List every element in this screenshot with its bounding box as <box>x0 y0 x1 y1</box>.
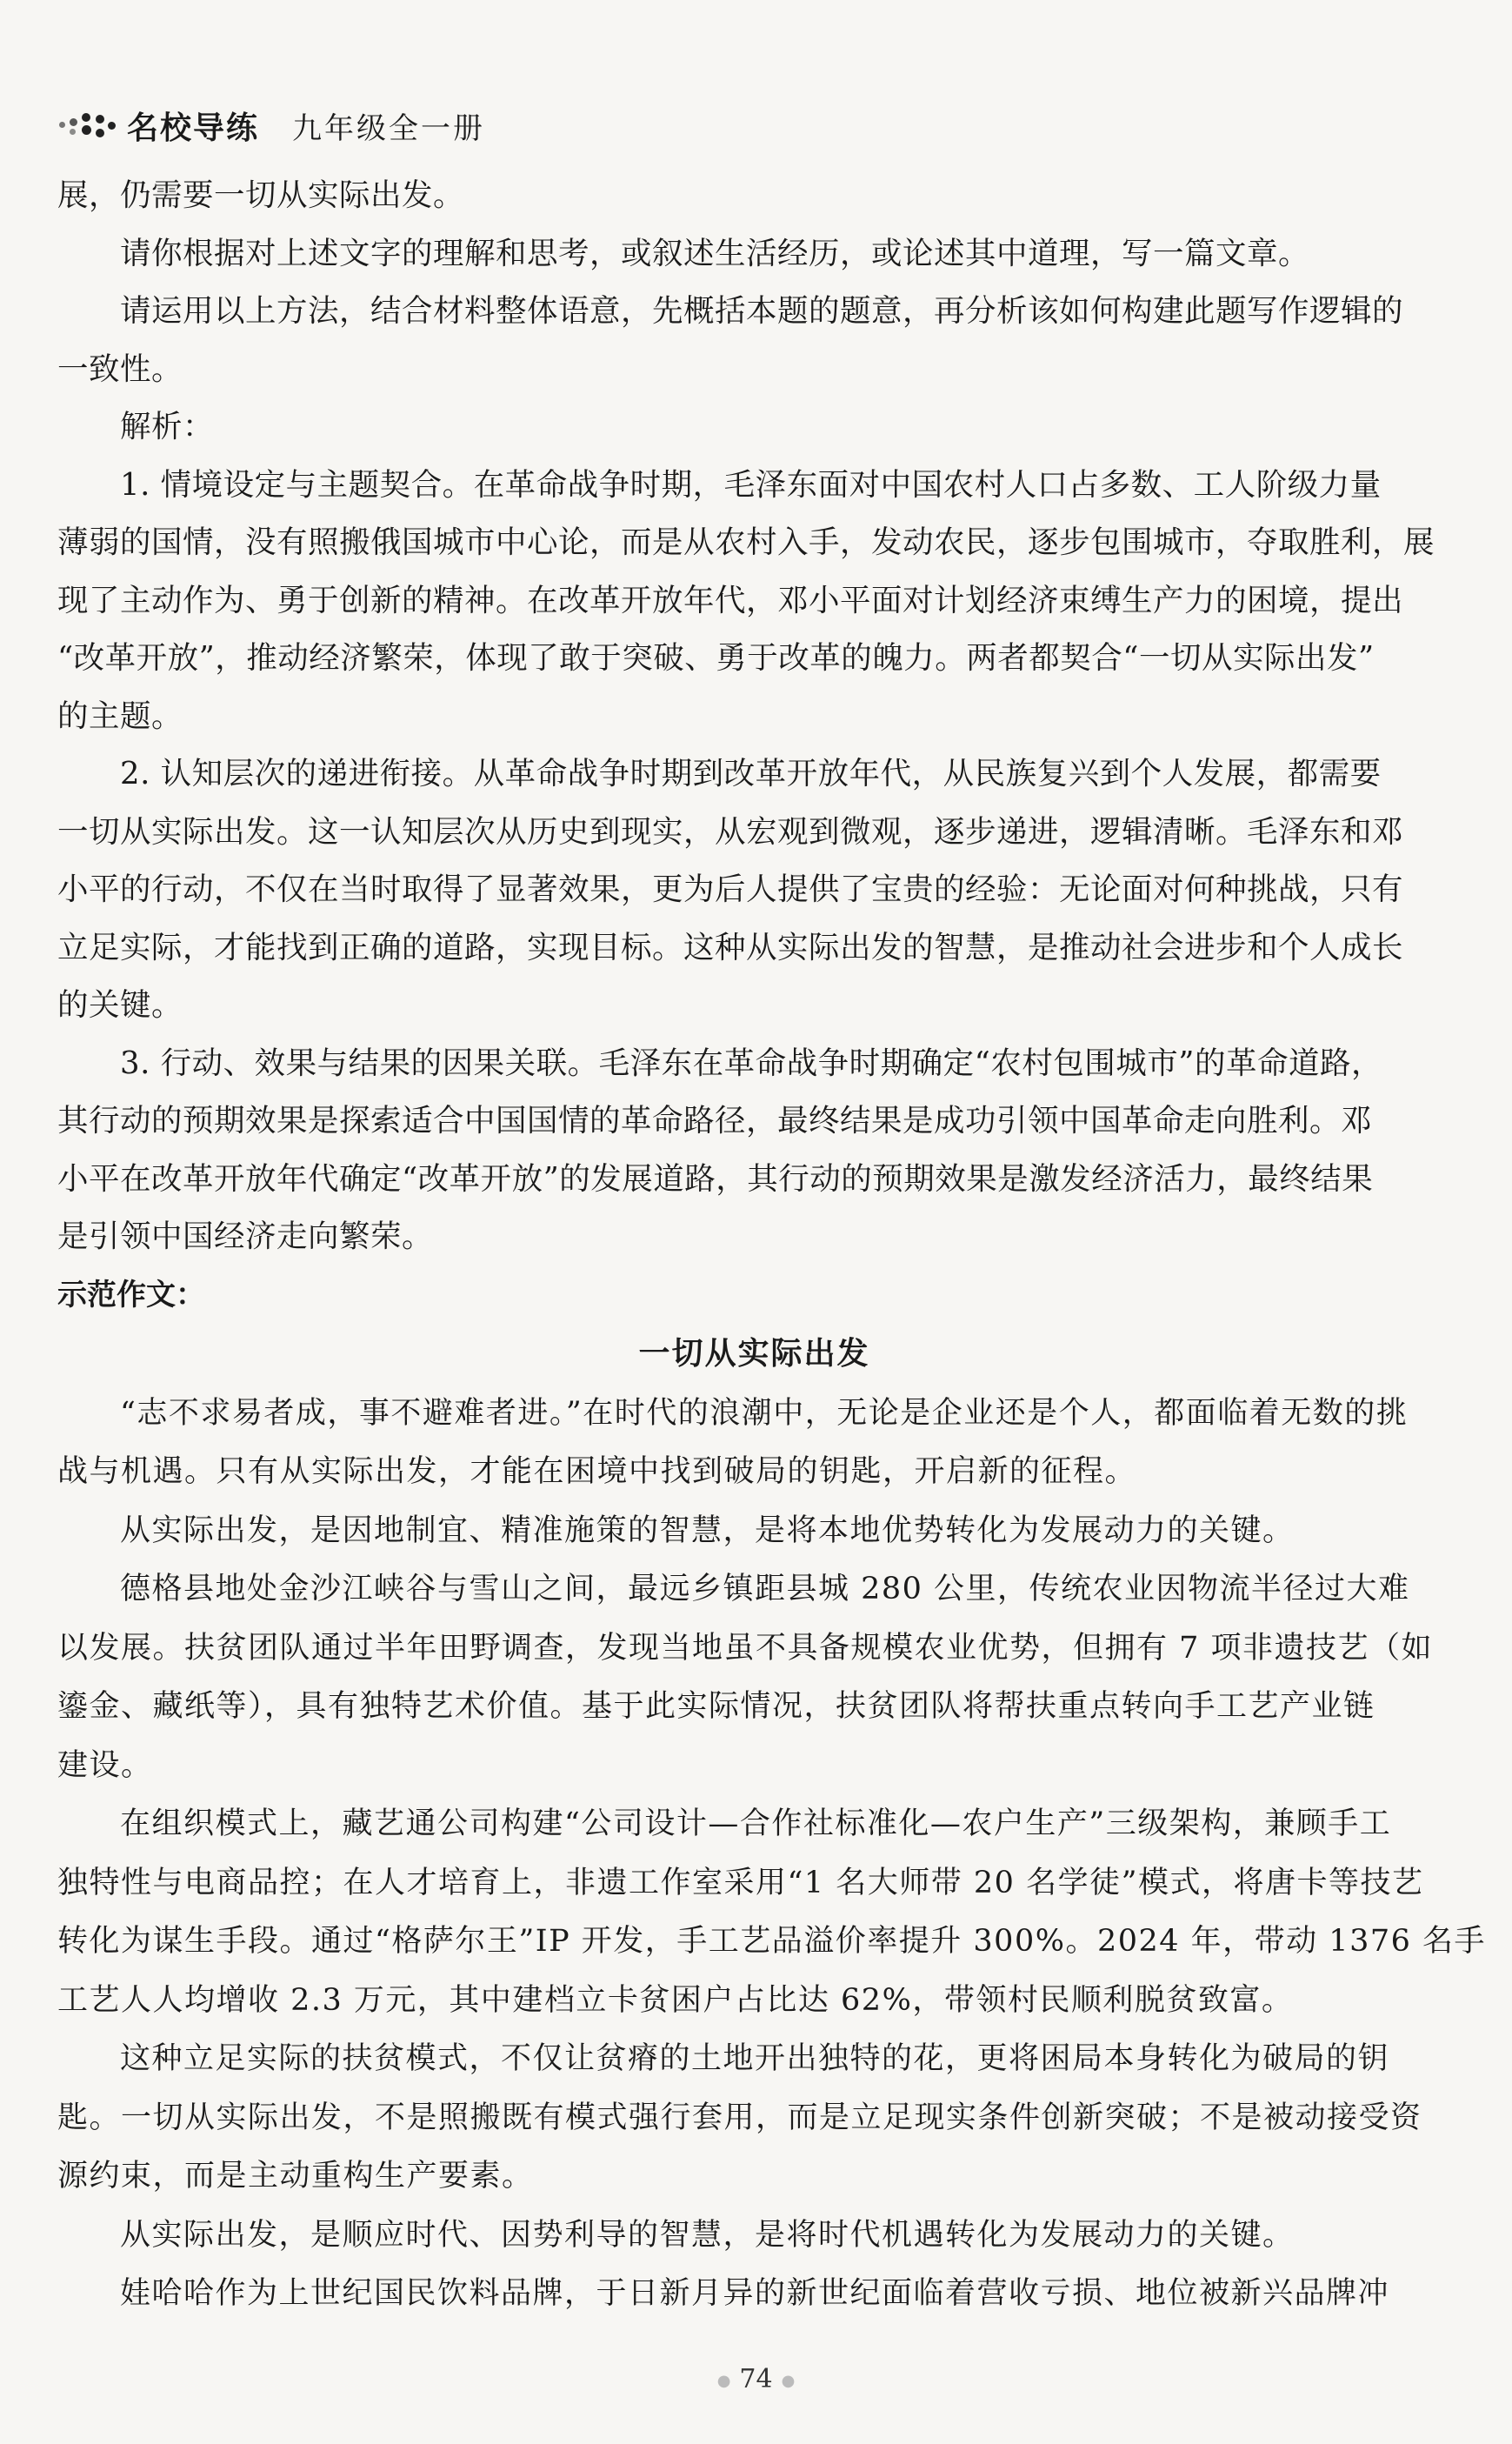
text-line: 小平在改革开放年代确定“改革开放”的发展道路，其行动的预期效果是激发经济活力，最终结果 <box>57 1160 1374 1197</box>
text-line: 德格县地处金沙江峡谷与雪山之间，最远乡镇距县城 280 公里，传统农业因物流半径过大难 <box>120 1572 1410 1606</box>
intro-section <box>57 167 1503 398</box>
text-line: “志不求易者成，事不避难者进。”在时代的浪潮中，无论是企业还是个人，都面临着无数的挑 <box>120 1395 1409 1431</box>
book-grade-label: 九年级全一册 <box>292 110 486 146</box>
text-line: 源约束，而是主动重构生产要素。 <box>57 2159 534 2194</box>
analysis-point-3 <box>57 1035 1503 1266</box>
text-line: 从实际出发，是因地制宜、精准施策的智慧，是将本地优势转化为发展动力的关键。 <box>120 1512 1295 1548</box>
analysis-section <box>57 457 1503 1266</box>
text-line: 1. 情境设定与主题契合。在革命战争时期，毛泽东面对中国农村人口占多数、工人阶级力量 <box>120 466 1382 503</box>
text-line: 其行动的预期效果是探索适合中国国情的革命路径，最终结果是成功引领中国革命走向胜利。邓 <box>57 1103 1373 1139</box>
text-line: 请运用以上方法，结合材料整体语意，先概括本题的题意，再分析该如何构建此题写作逻辑的 <box>120 293 1404 329</box>
essay-paragraph <box>57 2030 1503 2207</box>
text-line: 的主题。 <box>57 698 183 734</box>
essay-paragraph <box>57 2207 1503 2266</box>
text-line: 鎏金、藏纸等），具有独特艺术价值。基于此实际情况，扶贫团队将帮扶重点转向手工艺产业链 <box>57 1689 1375 1724</box>
text-line: 一致性。 <box>57 351 183 387</box>
intro-paragraph <box>57 167 1503 225</box>
text-line: 立足实际，才能找到正确的道路，实现目标。这种从实际出发的智慧，是推动社会进步和个人成长 <box>57 929 1404 965</box>
text-line: “改革开放”，推动经济繁荣，体现了敢于突破、勇于改革的魄力。两者都契合“一切从实际出发” <box>57 640 1375 676</box>
text-line: 2. 认知层次的递进衔接。从革命战争时期到改革开放年代，从民族复兴到个人发展，都需要 <box>120 756 1382 791</box>
text-line: 现了主动作为、勇于创新的精神。在改革开放年代，邓小平面对计划经济束缚生产力的困境，提出 <box>57 582 1404 618</box>
text-line: 匙。一切从实际出发，不是照搬既有模式强行套用，而是立足现实条件创新突破；不是被动接受资 <box>57 2100 1422 2135</box>
analysis-point-1 <box>57 457 1503 746</box>
text-line: 转化为谋生手段。通过“格萨尔王”IP 开发，手工艺品溢价率提升 300%。2024 年，带动 1376 名手 <box>57 1924 1486 1959</box>
essay-paragraph <box>57 1502 1503 1561</box>
text-line: 展，仍需要一切从实际出发。 <box>57 177 465 213</box>
analysis-point-2 <box>57 745 1503 1035</box>
book-series-title: 名校导练 <box>127 110 260 146</box>
text-line: 娃哈哈作为上世纪国民饮料品牌，于日新月异的新世纪面临着营收亏损、地位被新兴品牌冲 <box>120 2276 1390 2311</box>
essay-title: 一切从实际出发 <box>638 1335 870 1372</box>
text-line: 独特性与电商品控；在人才培育上，非遗工作室采用“1 名大师带 20 名学徒”模式，将唐卡等技艺 <box>57 1865 1424 1900</box>
header-dots-ornament <box>57 110 118 141</box>
text-line: 战与机遇。只有从实际出发，才能在困境中找到破局的钥匙，开启新的征程。 <box>57 1454 1137 1489</box>
essay-paragraph <box>57 2265 1503 2324</box>
text-line: 工艺人人均增收 2.3 万元，其中建档立卡贫困户占比达 62%，带领村民顺利脱贫致富。 <box>57 1982 1294 2018</box>
text-line: 一切从实际出发。这一认知层次从历史到现实，从宏观到微观，逐步递进，逻辑清晰。毛泽东和邓 <box>57 813 1404 850</box>
text-line: 在组织模式上，藏艺通公司构建“公司设计—合作社标准化—农户生产”三级架构，兼顾手工 <box>120 1806 1392 1841</box>
text-line: 薄弱的国情，没有照搬俄国城市中心论，而是从农村入手，发动农民，逐步包围城市，夺取胜利，展 <box>57 524 1435 560</box>
page-footer: ● 74 ● <box>716 2364 796 2394</box>
text-line: 3. 行动、效果与结果的因果关联。毛泽东在革命战争时期确定“农村包围城市”的革命道路， <box>120 1045 1382 1081</box>
page-number: 74 <box>739 2364 773 2394</box>
text-line: 这种立足实际的扶贫模式，不仅让贫瘠的土地开出独特的花，更将困局本身转化为破局的钥 <box>120 2041 1390 2076</box>
intro-paragraph <box>57 225 1503 284</box>
essay-body <box>57 1385 1503 2324</box>
analysis-label: 解析： <box>120 409 215 444</box>
text-line: 是引领中国经济走向繁荣。 <box>57 1219 434 1254</box>
intro-paragraph <box>57 283 1503 398</box>
sample-essay-label: 示范作文： <box>57 1277 205 1312</box>
text-line: 建设。 <box>57 1747 153 1783</box>
text-line: 请你根据对上述文字的理解和思考，或叙述生活经历，或论述其中道理，写一篇文章。 <box>120 235 1310 271</box>
text-line: 小平的行动，不仅在当时取得了显著效果，更为后人提供了宝贵的经验：无论面对何种挑战，只有 <box>57 871 1404 907</box>
running-header <box>57 104 1503 146</box>
text-line: 从实际出发，是顺应时代、因势利导的智慧，是将时代机遇转化为发展动力的关键。 <box>120 2217 1295 2253</box>
text-line: 的关键。 <box>57 987 183 1023</box>
essay-paragraph <box>57 1795 1503 2030</box>
text-line: 以发展。扶贫团队通过半年田野调查，发现当地虽不具备规模农业优势，但拥有 7 项非遗技艺（如 <box>57 1630 1434 1666</box>
essay-paragraph <box>57 1385 1503 1502</box>
essay-paragraph <box>57 1560 1503 1795</box>
